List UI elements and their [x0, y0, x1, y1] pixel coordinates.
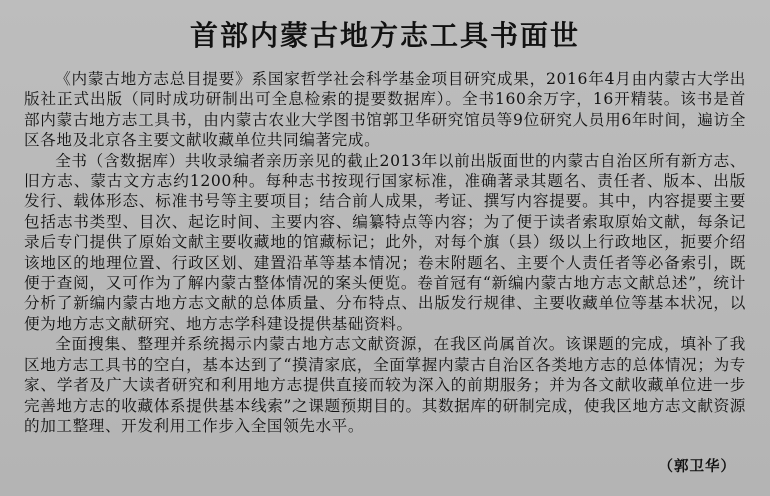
author-byline: （郭卫华）	[658, 459, 736, 475]
paragraph-3: 全面搜集、整理并系统揭示内蒙古地方志文献资源，在我区尚属首次。该课题的完成，填补了我区地方志工具书的空白，基本达到了“摸清家底，全面掌握内蒙古自治区各类地方志的总体情况；为专家、学者及广大读者研究和利用地方志提供直接而较为深入的前期服务；并为各文献收藏单位进一步完善地方志的收藏体系提供基本线索”之课题预期目的。其数据库的研制完成，使我区地方志文献资源的加工整理、开发利用工作步入全国领先水平。	[24, 335, 746, 435]
paragraph-2: 全书（含数据库）共收录编者亲历亲见的截止2013年以前出版面世的内蒙古自治区所有新方志、旧方志、蒙古文方志约1200种。每种志书按现行国家标准，准确著录其题名、责任者、版本、出版发行、载体形态、标准书号等主要项目；结合前人成果，考证、撰写内容提要。其中，内容提要主要包括志书类型、目次、起讫时间、主要内容、编纂特点等内容；为了便于读者索取原始文献，每条记录后专门提供了原始文献主要收藏地的馆藏标记；此外，对每个旗（县）级以上行政地区，扼要介绍该地区的地理位置、行政区划、建置沿革等基本情况；卷末附题名、主要个人责任者等必备索引，既便于查阅，又可作为了解内蒙古整体情况的案头便览。卷首冠有“新编内蒙古地方志文献总述”，统计分析了新编内蒙古地方志文献的总体质量、分布特点、出版发行规律、主要收藏单位等基本状况，以便为地方志文献研究、地方志学科建设提供基础资料。	[24, 151, 746, 333]
paragraph-1: 《内蒙古地方志总目提要》系国家哲学社会科学基金项目研究成果，2016年4月由内蒙古大学出版社正式出版（同时成功研制出可全息检索的提要数据库）。全书160余万字，16开精装。该书是首部内蒙古地方志工具书，由内蒙古农业大学图书馆郭卫华研究馆员等9位研究人员用6年时间，遍访全区各地及北京各主要文献收藏单位共同编著完成。	[24, 70, 746, 150]
article-title: 首部内蒙古地方志工具书面世	[189, 19, 580, 52]
